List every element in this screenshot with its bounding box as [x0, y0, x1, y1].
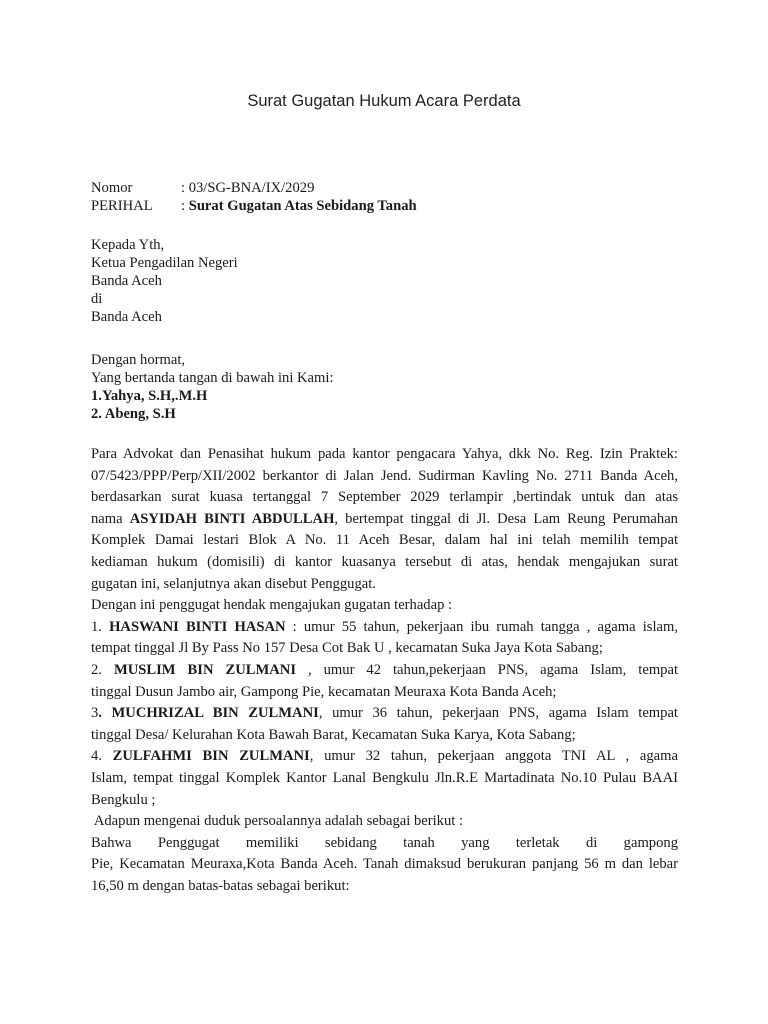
defendant-line: [91, 703, 678, 725]
defendant-address: tinggal Dusun Jambo air, Gampong Pie, kecamatan Meuraxa Kota Banda Aceh;: [91, 683, 557, 700]
perihal-row: [91, 197, 678, 215]
defendant-address: tempat tinggal Jl By Pass No 157 Desa Cot Bak U , kecamatan Suka Jaya Kota Sabang;: [91, 640, 603, 657]
paragraph-line: berdasarkan surat kuasa tertanggal 7 September 2029 terlampir ,bertindak untuk dan atas: [91, 489, 678, 506]
plaintiff-address: , bertempat tinggal di Jl. Desa Lam Reung Perumahan: [334, 510, 678, 527]
defendant-name: . MUCHRIZAL BIN ZULMANI: [98, 705, 319, 722]
letter-body: [91, 444, 678, 897]
defendant-details: , umur 42 tahun,pekerjaan PNS, agama Islam, tempat: [296, 661, 679, 678]
recipient-line: Ketua Pengadilan Negeri: [91, 255, 238, 271]
perihal-colon: :: [181, 198, 189, 214]
case-intro: Adapun mengenai duduk persoalannya adalah sebagai berikut :: [91, 813, 464, 830]
defendant-details: , umur 36 tahun, pekerjaan PNS, agama Islam tempat: [318, 705, 678, 722]
salutation: Dengan hormat,: [91, 352, 186, 368]
defendant-item: [91, 746, 678, 811]
defendants-intro: Dengan ini penggugat hendak mengajukan gugatan terhadap :: [91, 597, 453, 614]
document-title: Surat Gugatan Hukum Acara Perdata: [247, 92, 521, 110]
defendant-address: Islam, tempat tinggal Komplek Kantor Lanal Bengkulu Jln.R.E Martadinata No.10 Pulau BAAI: [91, 769, 678, 786]
name-prefix: nama: [91, 510, 130, 527]
paragraph-line: 07/5423/PPP/Perp/XII/2002 berkantor di Jalan Jend. Sudirman Kavling No. 2711 Banda Aceh,: [91, 467, 678, 484]
defendant-name: ZULFAHMI BIN ZULMANI: [112, 748, 310, 765]
signer-name: 2. Abeng, S.H: [91, 406, 176, 422]
signer-intro: Yang bertanda tangan di bawah ini Kami:: [91, 370, 334, 386]
paragraph-line: Para Advokat dan Penasihat hukum pada kantor pengacara Yahya, dkk No. Reg. Izin Praktek:: [91, 446, 678, 462]
plaintiff-name: ASYIDAH BINTI ABDULLAH: [129, 510, 335, 527]
defendant-address: tinggal Desa/ Kelurahan Kota Bawah Barat, Kecamatan Suka Karya, Kota Sabang;: [91, 726, 576, 743]
nomor-label: Nomor: [91, 180, 133, 196]
defendant-details: : umur 55 tahun, pekerjaan ibu rumah tangga , agama islam,: [285, 618, 678, 635]
defendant-name: MUSLIM BIN ZULMANI: [113, 661, 297, 678]
defendant-item: [91, 703, 678, 746]
signer-name: 1.Yahya, S.H,.M.H: [91, 388, 208, 404]
defendant-line: [91, 660, 678, 682]
defendant-line: [91, 746, 678, 768]
perihal-label: PERIHAL: [91, 198, 153, 214]
defendant-number: 3: [91, 705, 99, 722]
greeting-block: [91, 351, 678, 423]
nomor-value: : 03/SG-BNA/IX/2029: [181, 180, 315, 196]
defendant-number: 2.: [91, 661, 114, 678]
recipient-line: di: [91, 291, 103, 307]
defendant-line: [91, 617, 678, 639]
recipient-line: Kepada Yth,: [91, 237, 165, 253]
paragraph-line: Komplek Damai lestari Blok A No. 11 Aceh Besar, dalam hal ini telah memilih tempat: [91, 532, 678, 549]
defendant-address: Bengkulu ;: [91, 791, 156, 808]
defendant-number: 4.: [91, 748, 113, 765]
paragraph-line: kediaman hukum (domisili) di kantor kuasanya tersebut di atas, hendak mengajukan surat: [91, 553, 678, 570]
defendant-details: , umur 32 tahun, pekerjaan anggota TNI AL , agama: [309, 748, 678, 765]
recipient-line: Banda Aceh: [91, 273, 162, 289]
paragraph-line: Bahwa Penggugat memiliki sebidang tanah yang terletak di gampong: [91, 834, 678, 851]
defendant-item: [91, 617, 678, 660]
defendant-number: 1.: [91, 618, 110, 635]
paragraph-line: Pie, Kecamatan Meuraxa,Kota Banda Aceh. Tanah dimaksud berukuran panjang 56 m dan lebar: [91, 856, 678, 873]
perihal-value: Surat Gugatan Atas Sebidang Tanah: [188, 198, 417, 214]
paragraph-line: 16,50 m dengan batas-batas sebagai berikut:: [91, 877, 350, 894]
recipient-line: Banda Aceh: [91, 309, 162, 325]
letter-header: [91, 179, 678, 215]
recipient-block: [91, 236, 678, 326]
paragraph-line: [91, 509, 678, 531]
nomor-row: [91, 179, 678, 197]
defendant-name: HASWANI BINTI HASAN: [109, 618, 286, 635]
defendant-item: [91, 660, 678, 703]
paragraph-line: gugatan ini, selanjutnya akan disebut Penggugat.: [91, 575, 376, 592]
